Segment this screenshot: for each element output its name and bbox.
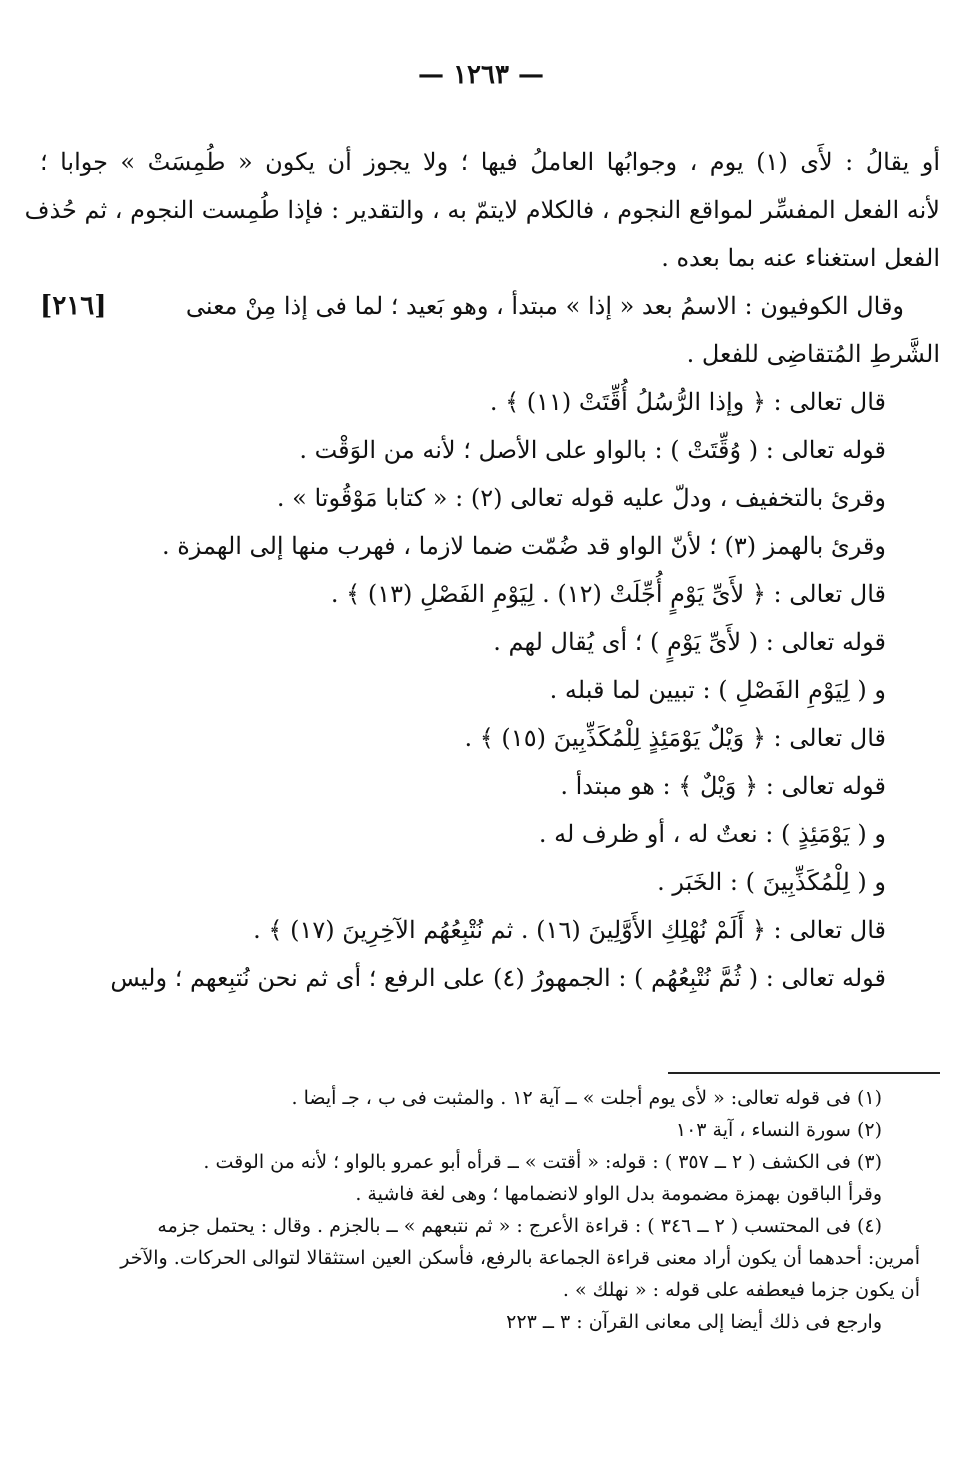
- commentary-line: و ( لِلْمُكَذِّبِينَ ) : الخَبَر .: [657, 868, 886, 896]
- footnote-line: (٤) فى المحتسب ( ٢ ــ ٣٤٦ ) : قراءة الأعرج : « ثم نتبعهم » ــ بالجزم . وقال : يحتمل جزمه: [157, 1215, 882, 1237]
- footnote-line: (٢) سورة النساء ، آية ١٠٣: [675, 1119, 882, 1141]
- page-number: — ١٢٦٣ —: [418, 60, 544, 90]
- commentary-line: قوله تعالى : ( لأَىِّ يَوْمٍ ) ؛ أى يُقال لهم .: [493, 628, 886, 656]
- verse-line: قال تعالى : ﴿ وَيْلٌ يَوْمَئِذٍ لِلْمُكَذِّبِينَ (١٥) ﴾ .: [464, 724, 886, 752]
- footnote-line: أمرين: أحدهما أن يكون أراد معنى قراءة الجماعة بالرفع، فأسكن العين استثقالا لتوالى الحركات. والآخر: [120, 1247, 920, 1269]
- verse-line: قال تعالى : ﴿ أَلَمْ نُهْلِكِ الأَوَّلِينَ (١٦) . ثم نُتْبِعُهُم الآخِرِينَ (١٧) ﴾ .: [253, 916, 886, 944]
- commentary-line: وقرئ بالهمز (٣) ؛ لأنّ الواو قد ضُمّت ضما لازما ، فهرب منها إلى الهمزة .: [161, 532, 886, 560]
- text-line: وقال الكوفيون : الاسمُ بعد « إذا » مبتدأ ، وهو بَعيد ؛ لما فى إذا مِنْ معنى: [185, 292, 904, 320]
- footnotes: [40, 1082, 920, 1338]
- footnote-line: وقرأ الباقون بهمزة مضمومة بدل الواو لانضمامها ؛ وهى لغة فاشية .: [355, 1183, 882, 1205]
- text-line: أو يقالُ : لأَى (١) يوم ، وجوابُها العاملُ فيها ؛ ولا يجوز أن يكون « طُمِسَتْ » جوابا ؛: [40, 148, 940, 176]
- footnote-line: (١) فى قوله تعالى: « لأى يوم أجلت » ــ آية ١٢ . والمثبت فى ب ، جـ أيضا .: [291, 1087, 882, 1109]
- text-line: الشَّرطِ المُتقاضِى للفعل .: [686, 340, 940, 368]
- commentary-line: قوله تعالى : ( وُقِّتَتْ ) : بالواو على الأصل ؛ لأنه من الوَقْت .: [299, 436, 886, 464]
- commentary-line: قوله تعالى : ﴿ وَيْلٌ ﴾ : هو مبتدأ .: [560, 772, 886, 800]
- commentary-line: وقرئ بالتخفيف ، ودلّ عليه قوله تعالى (٢) : « كتابا مَوْقُوتا » .: [276, 484, 886, 512]
- verse-line: قال تعالى : ﴿ لأَىِّ يَوْمٍ أُجِّلَتْ (١٢) . لِيَوْمِ الفَصْلِ (١٣) ﴾ .: [330, 580, 886, 608]
- commentary-line: و ( لِيَوْمِ الفَصْلِ ) : تبيين لما قبله .: [549, 676, 886, 704]
- text-line-with-margin-marker: [40, 282, 940, 330]
- footnote-line: أن يكون جزما فيعطفه على قوله : « نهلك » .: [562, 1279, 920, 1301]
- text-line: الفعل استغناء عنه بما بعده .: [661, 244, 940, 272]
- verse-line: قال تعالى : ﴿ وإذا الرُّسُلُ أُقِّتَتْ (١١) ﴾ .: [489, 388, 886, 416]
- footnote-line: وارجع فى ذلك أيضا إلى معانى القرآن : ٣ ــ ٢٢٣: [506, 1311, 882, 1333]
- main-text: [24, 138, 940, 1002]
- commentary-line: قوله تعالى : ( ثُمَّ نُتْبِعُهُم ) : الجمهورُ (٤) على الرفع ؛ أى ثم نحن نُتبِعهم ؛ وليس: [110, 964, 886, 992]
- text-line: لأنه الفعل المفسِّر لمواقع النجوم ، فالكلام لايتمّ به ، والتقدير : فإذا طُمِست النجوم ، ثم حُذف: [24, 196, 940, 224]
- commentary-line: و ( يَوْمَئِذٍ ) : نعتٌ له ، أو ظرف له .: [538, 820, 886, 848]
- footnote-line: (٣) فى الكشف ( ٢ ــ ٣٥٧ ) : قوله: « أقتت » ــ قرأه أبو عمرو بالواو ؛ لأنه من الوقت .: [203, 1151, 882, 1173]
- footnote-divider: [668, 1072, 940, 1074]
- margin-marker: [٢١٦]: [40, 291, 107, 321]
